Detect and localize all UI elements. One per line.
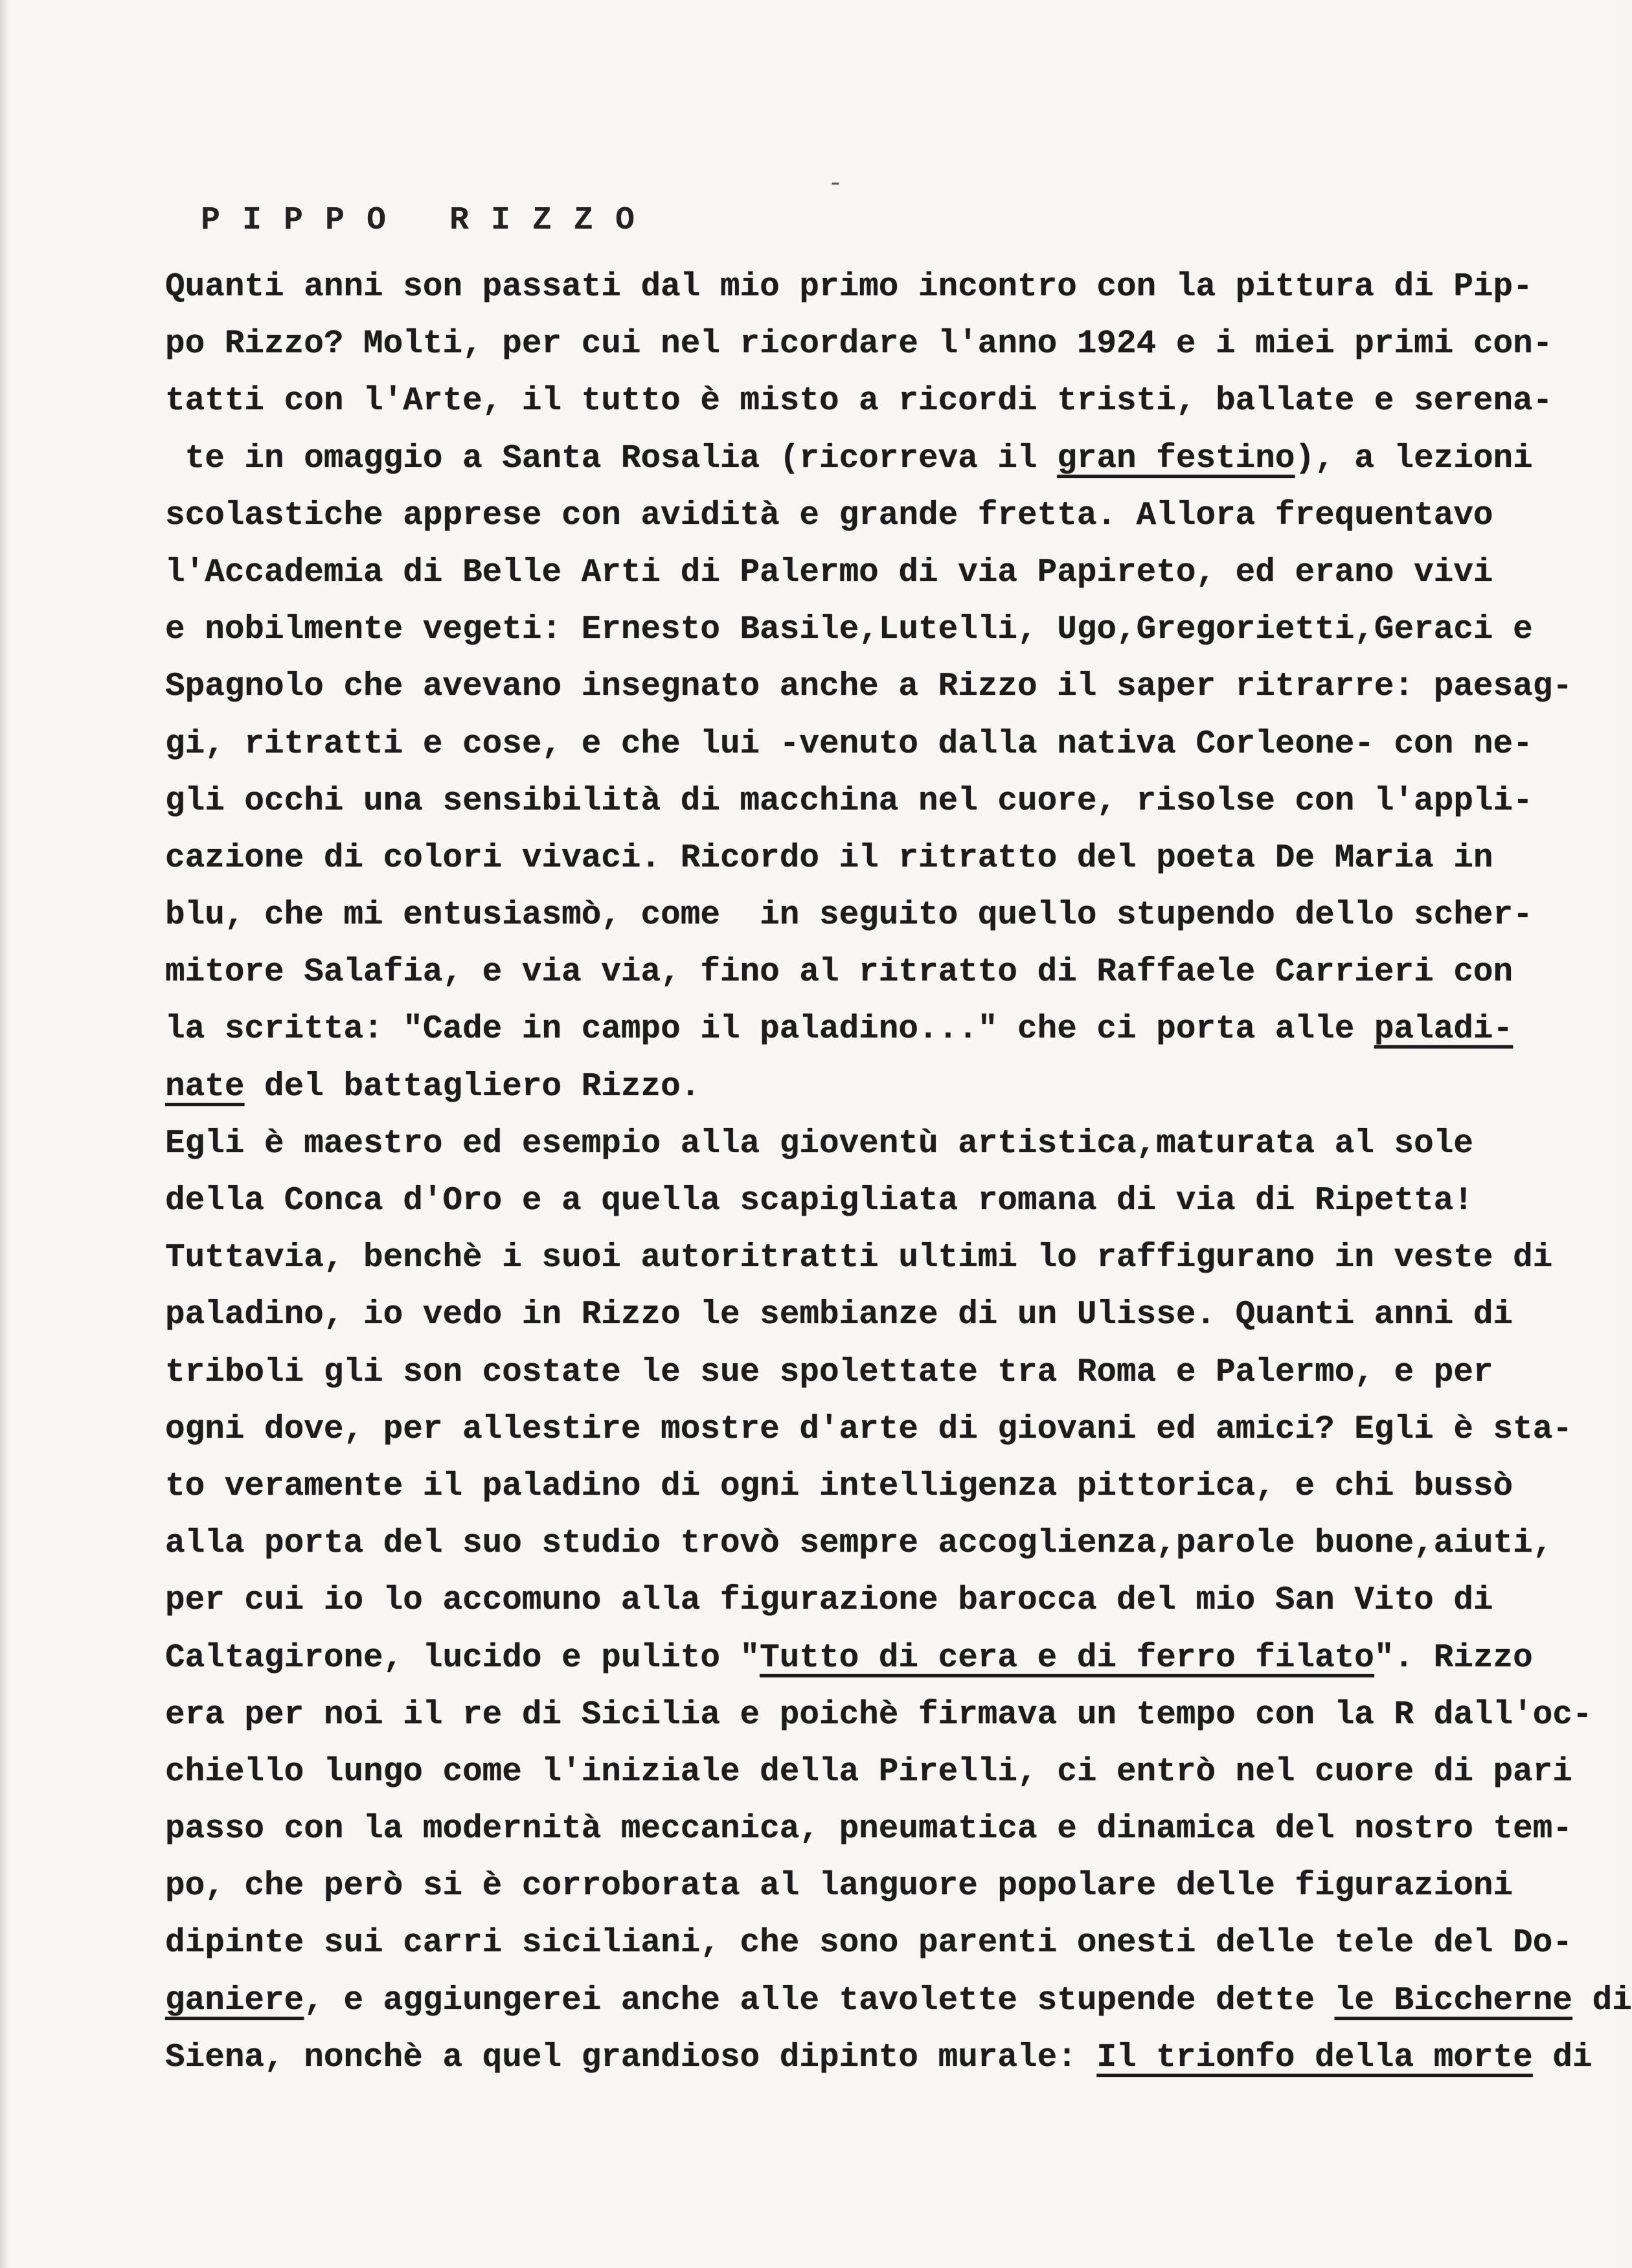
text-line bbox=[165, 1344, 1632, 1401]
text-segment: la scritta: "Cade in campo il paladino..." che ci porta alle bbox=[165, 1011, 1374, 1049]
underlined-text: gran festino bbox=[1057, 440, 1295, 477]
text-line bbox=[165, 659, 1632, 716]
text-line bbox=[165, 259, 1632, 316]
text-segment: , e aggiungerei anche alle tavolette stupende dette bbox=[304, 1982, 1335, 2019]
text-segment: triboli gli son costate le sue spolettate tra Roma e Palermo, e per bbox=[165, 1354, 1493, 1391]
text-segment: passo con la modernità meccanica, pneumatica e dinamica del nostro tem- bbox=[165, 1811, 1572, 1848]
text-line bbox=[165, 2030, 1632, 2087]
text-segment: tatti con l'Arte, il tutto è misto a ricordi tristi, ballate e serena- bbox=[165, 383, 1553, 420]
text-segment: ". Rizzo bbox=[1374, 1639, 1533, 1677]
text-segment: to veramente il paladino di ogni intelligenza pittorica, e chi bussò bbox=[165, 1468, 1513, 1505]
text-line bbox=[165, 1801, 1632, 1858]
text-segment: Spagnolo che avevano insegnato anche a Rizzo il saper ritrarre: paesag- bbox=[165, 668, 1572, 706]
text-line bbox=[165, 373, 1632, 430]
underlined-text: paladi- bbox=[1374, 1011, 1513, 1049]
text-segment: alla porta del suo studio trovò sempre accoglienza,parole buone,aiuti, bbox=[165, 1525, 1553, 1563]
text-segment: po, che però si è corroborata al languore popolare delle figurazioni bbox=[165, 1868, 1513, 1905]
text-line bbox=[165, 1687, 1632, 1744]
text-line bbox=[165, 1458, 1632, 1515]
document-body bbox=[165, 259, 1632, 2087]
text-line bbox=[165, 1001, 1632, 1058]
text-line bbox=[165, 830, 1632, 887]
text-segment: mitore Salafia, e via via, fino al ritratto di Raffaele Carrieri con bbox=[165, 954, 1513, 992]
text-segment: po Rizzo? Molti, per cui nel ricordare l'anno 1924 e i miei primi con- bbox=[165, 326, 1553, 363]
text-line bbox=[165, 1858, 1632, 1915]
text-line bbox=[165, 887, 1632, 944]
text-segment: era per noi il re di Sicilia e poichè firmava un tempo con la R dall'oc- bbox=[165, 1696, 1592, 1734]
text-segment: e nobilmente vegeti: Ernesto Basile,Lutelli, Ugo,Gregorietti,Geraci e bbox=[165, 611, 1533, 649]
text-segment: te in omaggio a Santa Rosalia (ricorreva il bbox=[165, 440, 1058, 477]
text-line bbox=[165, 1059, 1632, 1116]
text-segment: scolastiche apprese con avidità e grande fretta. Allora frequentavo bbox=[165, 497, 1493, 534]
text-segment: ogni dove, per allestire mostre d'arte di giovani ed amici? Egli è sta- bbox=[165, 1411, 1572, 1448]
text-segment: gi, ritratti e cose, e che lui -venuto dalla nativa Corleone- con ne- bbox=[165, 725, 1533, 763]
text-segment: per cui io lo accomuno alla figurazione barocca del mio San Vito di bbox=[165, 1582, 1493, 1620]
text-segment: di bbox=[1532, 2039, 1592, 2076]
text-segment: Quanti anni son passati dal mio primo incontro con la pittura di Pip- bbox=[165, 269, 1533, 306]
text-segment: l'Accademia di Belle Arti di Palermo di via Papireto, ed erano vivi bbox=[165, 554, 1493, 591]
text-line bbox=[165, 1116, 1632, 1173]
text-segment: cazione di colori vivaci. Ricordo il ritratto del poeta De Maria in bbox=[165, 839, 1493, 877]
underlined-text: Tutto di cera e di ferro filato bbox=[760, 1639, 1374, 1677]
text-line bbox=[165, 716, 1632, 773]
page-mark: - bbox=[828, 170, 844, 199]
text-segment: Caltagirone, lucido e pulito " bbox=[165, 1639, 760, 1677]
underlined-text: Il trionfo della morte bbox=[1096, 2039, 1533, 2076]
text-line bbox=[165, 773, 1632, 830]
underlined-text: ganiere bbox=[165, 1982, 304, 2019]
text-segment: dipinte sui carri siciliani, che sono parenti onesti delle tele del Do- bbox=[165, 1925, 1572, 1962]
text-segment: blu, che mi entusiasmò, come in seguito quello stupendo dello scher- bbox=[165, 897, 1533, 935]
text-line bbox=[165, 602, 1632, 659]
text-line bbox=[165, 1401, 1632, 1458]
text-line bbox=[165, 1572, 1632, 1629]
text-segment: chiello lungo come l'iniziale della Pirelli, ci entrò nel cuore di pari bbox=[165, 1753, 1572, 1791]
text-line bbox=[165, 431, 1632, 488]
text-line bbox=[165, 944, 1632, 1001]
text-line bbox=[165, 1915, 1632, 1972]
text-line bbox=[165, 1287, 1632, 1344]
text-line bbox=[165, 545, 1632, 602]
text-line bbox=[165, 488, 1632, 545]
text-segment: gli occhi una sensibilità di macchina nel cuore, risolse con l'appli- bbox=[165, 782, 1533, 820]
text-segment: Egli è maestro ed esempio alla gioventù artistica,maturata al sole bbox=[165, 1125, 1473, 1162]
text-line bbox=[165, 1230, 1632, 1287]
text-line bbox=[165, 1515, 1632, 1572]
text-segment: paladino, io vedo in Rizzo le sembianze di un Ulisse. Quanti anni di bbox=[165, 1297, 1513, 1334]
text-line bbox=[165, 1173, 1632, 1230]
text-segment: del battagliero Rizzo. bbox=[244, 1068, 701, 1106]
text-segment: Tuttavia, benchè i suoi autoritratti ultimi lo raffigurano in veste di bbox=[165, 1240, 1553, 1277]
underlined-text: nate bbox=[165, 1068, 245, 1106]
text-line bbox=[165, 1744, 1632, 1801]
text-line bbox=[165, 316, 1632, 373]
document-title: PIPPO RIZZO bbox=[201, 202, 657, 239]
text-segment: della Conca d'Oro e a quella scapigliata romana di via di Ripetta! bbox=[165, 1183, 1473, 1219]
text-line bbox=[165, 1973, 1632, 2030]
text-segment: Siena, nonchè a quel grandioso dipinto murale: bbox=[165, 2039, 1097, 2076]
text-line bbox=[165, 1630, 1632, 1687]
underlined-text: le Biccherne bbox=[1334, 1982, 1572, 2019]
text-segment: ), a lezioni bbox=[1295, 440, 1533, 477]
text-segment: di bbox=[1572, 1982, 1632, 2019]
page-edge-shadow bbox=[0, 0, 9, 2268]
